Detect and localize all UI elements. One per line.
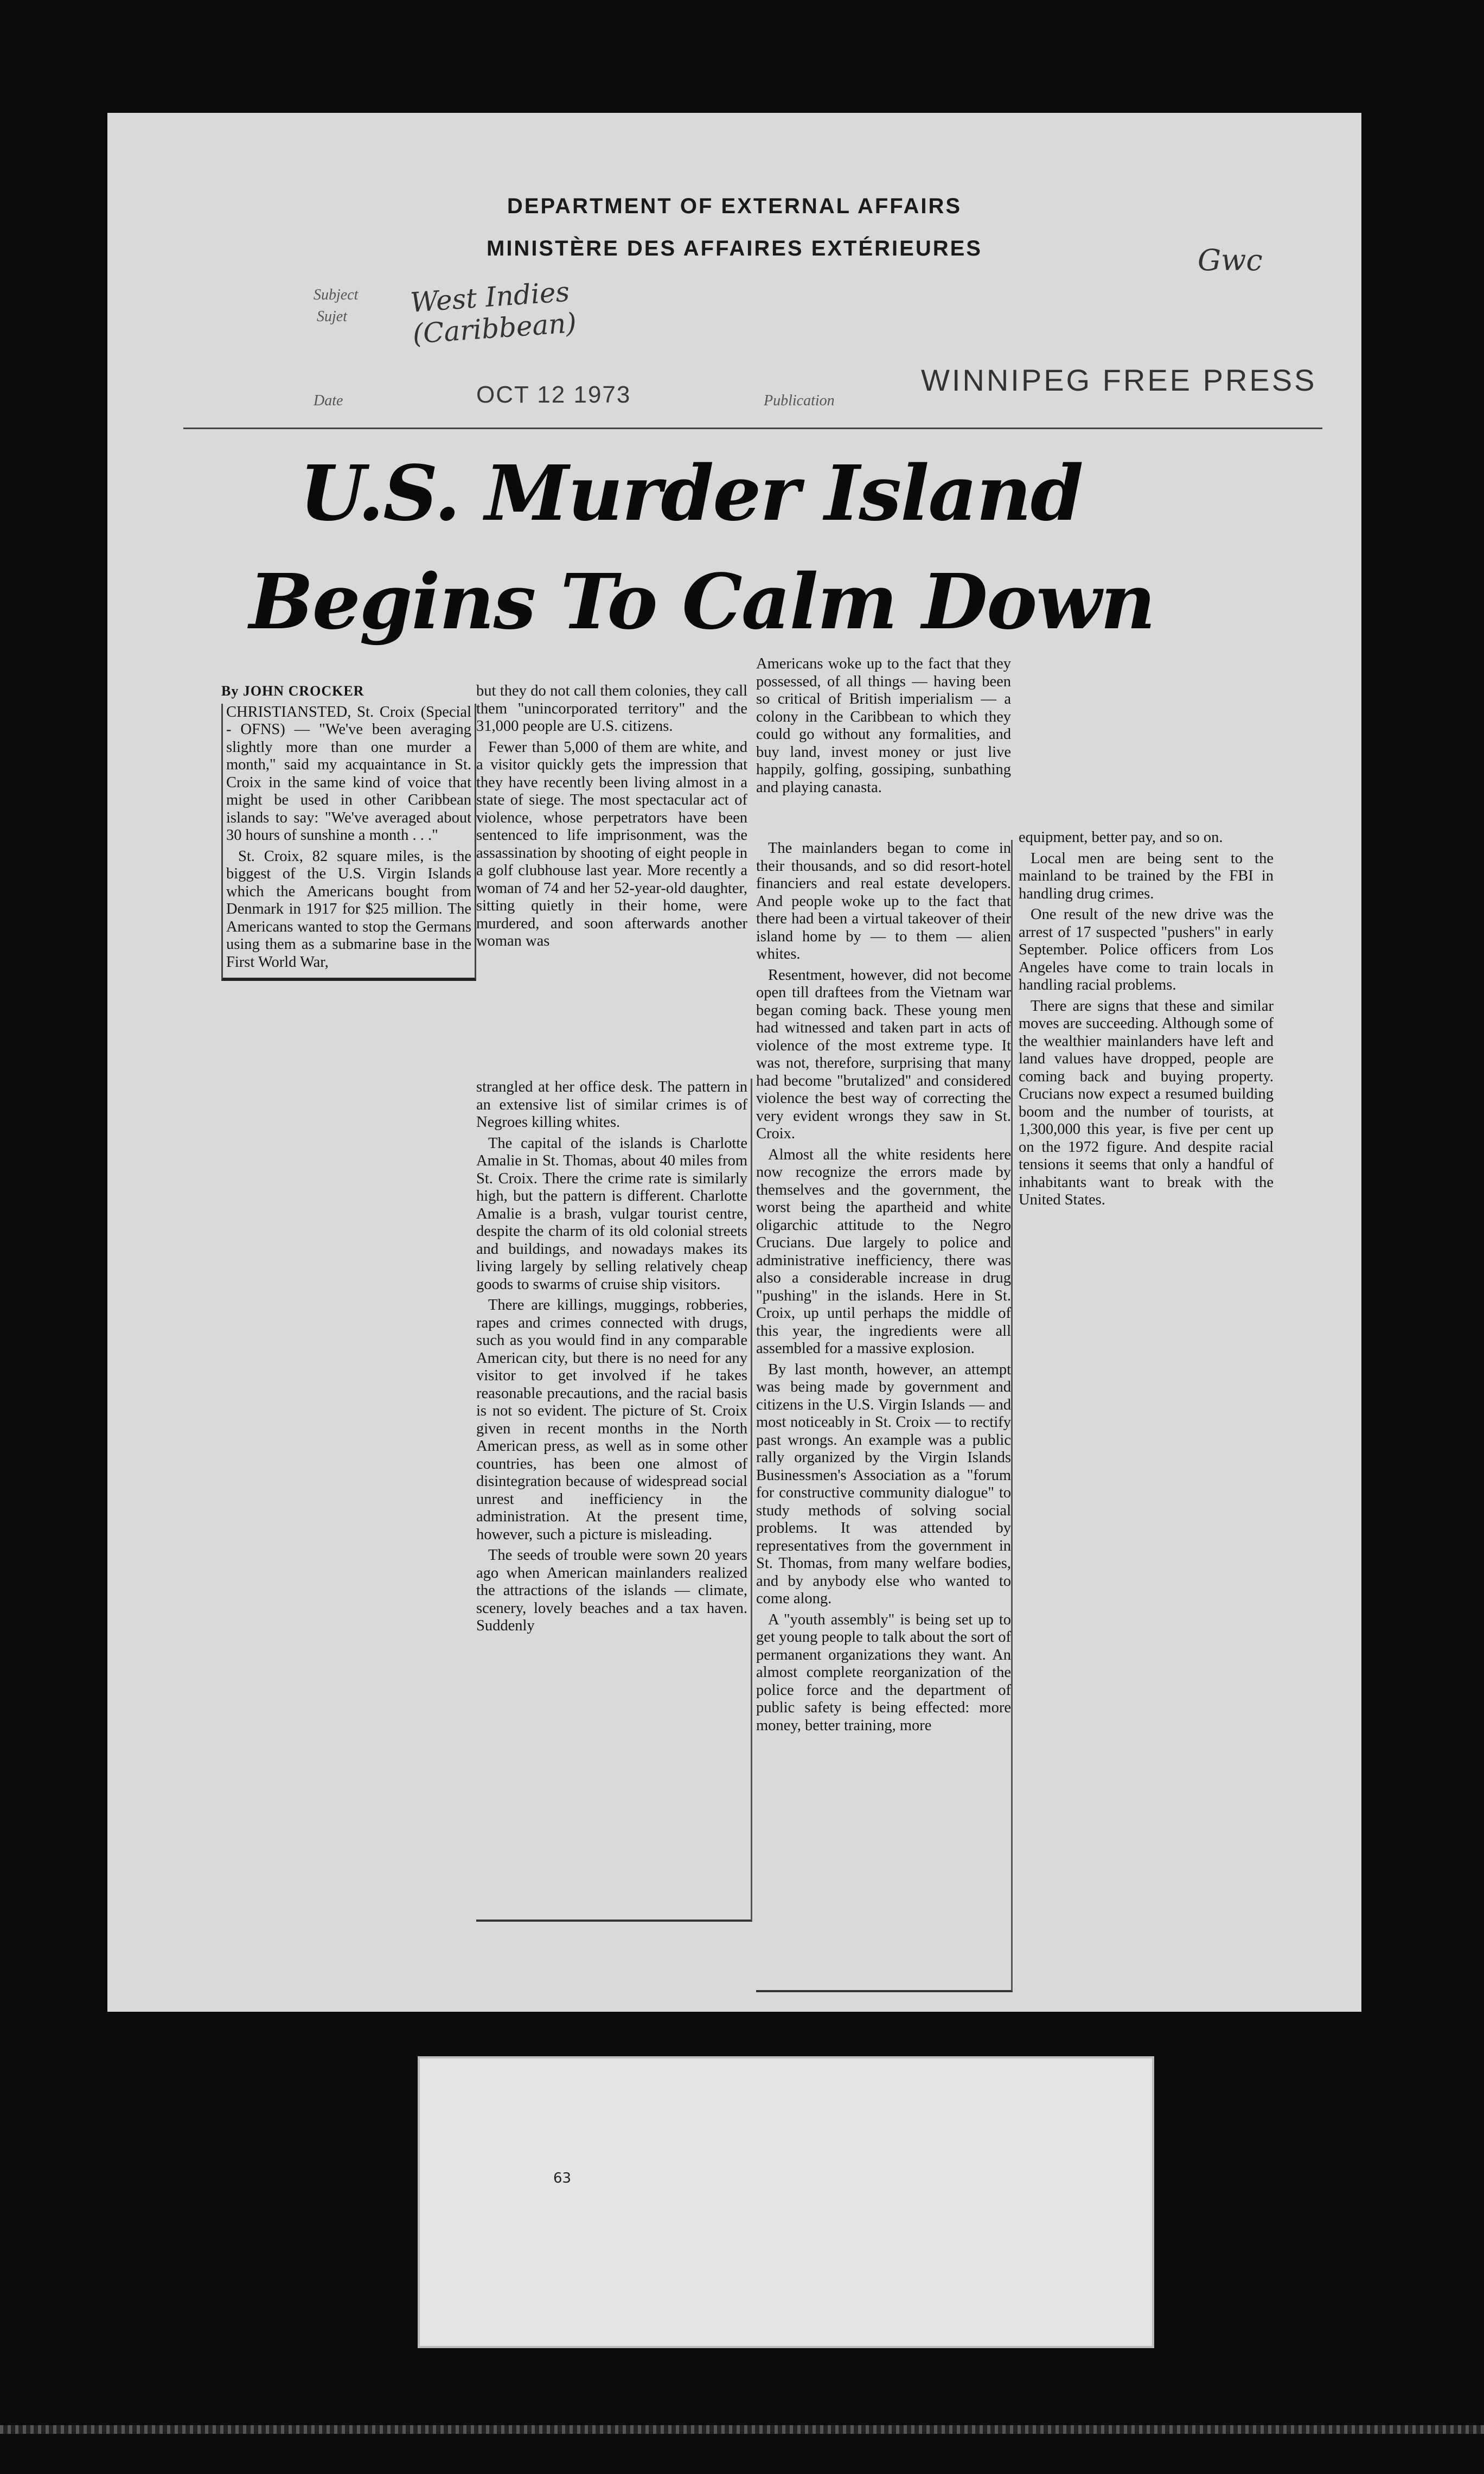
paragraph: The mainlanders began to come in their thousands, and so did resort-hotel financiers and real estate developers. And people woke up to the fact that there had been a virtual takeover of their island home by — to them — alien whites.: [756, 840, 1011, 962]
paragraph: St. Croix, 82 square miles, is the biggest of the U.S. Virgin Islands which the Americans bought from Denmark in 1917 for $25 million. The Americans wanted to stop the Germans using them as a submarine base in the First World War,: [226, 847, 471, 971]
paragraph: equipment, better pay, and so on.: [1019, 829, 1223, 846]
card-mark: 63: [553, 2170, 572, 2186]
paragraph: The capital of the islands is Charlotte Amalie in St. Thomas, about 40 miles from St. Croix. There the crime rate is similarly high, but the pattern is different. Charlotte Amalie is a brash, vulgar tourist centre, despite the charm of its old colonial streets and buildings, and nowadays makes its living largely by selling relatively cheap goods to swarms of cruise ship visitors.: [476, 1134, 747, 1293]
paragraph: The seeds of trouble were sown 20 years ago when American mainlanders realized the attractions of the islands — climate, scenery, lovely beaches and a tax haven. Suddenly: [476, 1547, 747, 1634]
subject-label-fr: Sujet: [317, 308, 347, 325]
byline: By JOHN CROCKER: [221, 683, 364, 699]
paragraph: Resentment, however, did not become open till draftees from the Vietnam war began coming back. These young men had witnessed and taken part in acts of violence of the most extreme type. It was not, therefore, surprising that many had become "brutalized" and considered violence the best way of correcting the very evident wrongs they saw in St. Croix.: [756, 966, 1011, 1142]
paragraph: One result of the new drive was the arrest of 17 suspected "pushers" in early September. Police officers from Los Angeles have come to train locals in handling racial problems.: [1019, 906, 1274, 993]
department-header-fr: MINISTÈRE DES AFFAIRES EXTÉRIEURES: [487, 237, 982, 260]
paragraph: By last month, however, an attempt was being made by government and citizens in the U.S. Virgin Islands — and most noticeably in St. Croix — to rectify past wrongs. An example was a public rally organized by the Virgin Islands Businessmen's Association as a "forum for constructive community dialogue" to study methods of solving social problems. It was attended by representatives from the government in St. Thomas, from many welfare bodies, and by anybody else who wanted to come along.: [756, 1361, 1011, 1607]
paragraph: There are signs that these and similar moves are succeeding. Although some of the wealthier mainlanders have left and land values have dropped, people are coming back and buying property. Crucians now expect a resumed building boom and the number of tourists, at 1,300,000 this year, is five per cent up on the 1972 figure. And despite racial tensions it seems that only a handful of inhabitants want to break with the United States.: [1019, 997, 1274, 1208]
paragraph: Almost all the white residents here now recognize the errors made by themselves and the government, the worst being the apartheid and white oligarchic attitude to the Negro Crucians. Due largely to police and administrative inefficiency, there was also a considerable increase in drug "pushing" in the islands. Here in St. Croix, up until perhaps the middle of this year, the ingredients were all assembled for a massive explosion.: [756, 1146, 1011, 1357]
article-column-5: [756, 840, 1013, 1992]
subject-handwriting: West Indies (Caribbean): [409, 276, 578, 350]
subject-label-en: Subject: [314, 286, 359, 303]
paragraph: Local men are being sent to the mainland to be trained by the FBI in handling drug crimes.: [1019, 850, 1274, 902]
article-column-6: [1019, 829, 1274, 1317]
headline-line-1: U.S. Murder Island: [299, 449, 1083, 538]
article-column-3: [476, 1079, 752, 1922]
film-edge-strip: [0, 2425, 1484, 2434]
blank-index-card: [418, 2056, 1154, 2348]
paragraph: Fewer than 5,000 of them are white, and a visitor quickly gets the impression that they have recently been living almost in a state of siege. The most spectacular act of violence, whose perpetrators have been sentenced to life imprisonment, was the assassination by shooting of eight people in a golf clubhouse last year. More recently a woman of 74 and her 52-year-old daughter, sitting quietly in their home, were murdered, and soon afterwards another woman was: [476, 738, 747, 949]
article-column-2: [476, 683, 747, 1073]
column-1-box: [221, 704, 476, 981]
paragraph: There are killings, muggings, robberies, rapes and crimes connected with drugs, such as you would find in any comparable American city, but there is no need for any visitor to get involved if he takes reasonable precautions, and the racial basis is not so evident. The picture of St. Croix given in recent months in the North American press, as well as in some other countries, has been one almost of disintegration because of widespread social unrest and inefficiency in the administration. At the present time, however, such a picture is misleading.: [476, 1297, 747, 1543]
article-column-1: [221, 683, 476, 1198]
date-stamp: OCT 12 1973: [476, 381, 631, 408]
paragraph: Americans woke up to the fact that they possessed, of all things — having been so critical of British imperialism — a colony in the Caribbean to which they could go without any formalities, and buy land, invest money or just live happily, golfing, gossiping, sunbathing and playing canasta.: [756, 655, 1011, 796]
paragraph: strangled at her office desk. The pattern in an extensive list of similar crimes is of Negroes killing whites.: [476, 1079, 747, 1131]
header-rule: [183, 428, 1322, 429]
paragraph: A "youth assembly" is being set up to get young people to talk about the sort of permanent organizations they want. An almost complete reorganization of the police force and the department of public safety is being effected: more money, better training, more: [756, 1611, 1011, 1734]
paragraph: CHRISTIANSTED, St. Croix (Special - OFNS) — "We've been averaging slightly more than one murder a month," said my acquaintance in St. Croix in the same kind of voice that might be used in other Caribbean islands to say: "We've averaged about 30 hours of sunshine a month . . .": [226, 703, 471, 844]
corner-handwriting: Gwc: [1198, 243, 1263, 277]
clipping-sheet: [107, 113, 1361, 2012]
headline-line-2: Begins To Calm Down: [249, 558, 1155, 647]
publication-stamp: WINNIPEG FREE PRESS: [921, 363, 1317, 397]
publication-label: Publication: [764, 392, 835, 409]
department-header-en: DEPARTMENT OF EXTERNAL AFFAIRS: [507, 194, 962, 218]
paragraph: but they do not call them colonies, they call them "unincorporated territory" and the 31,000 people are U.S. citizens.: [476, 683, 747, 735]
article-column-4: [756, 655, 1011, 834]
date-label: Date: [314, 392, 343, 409]
